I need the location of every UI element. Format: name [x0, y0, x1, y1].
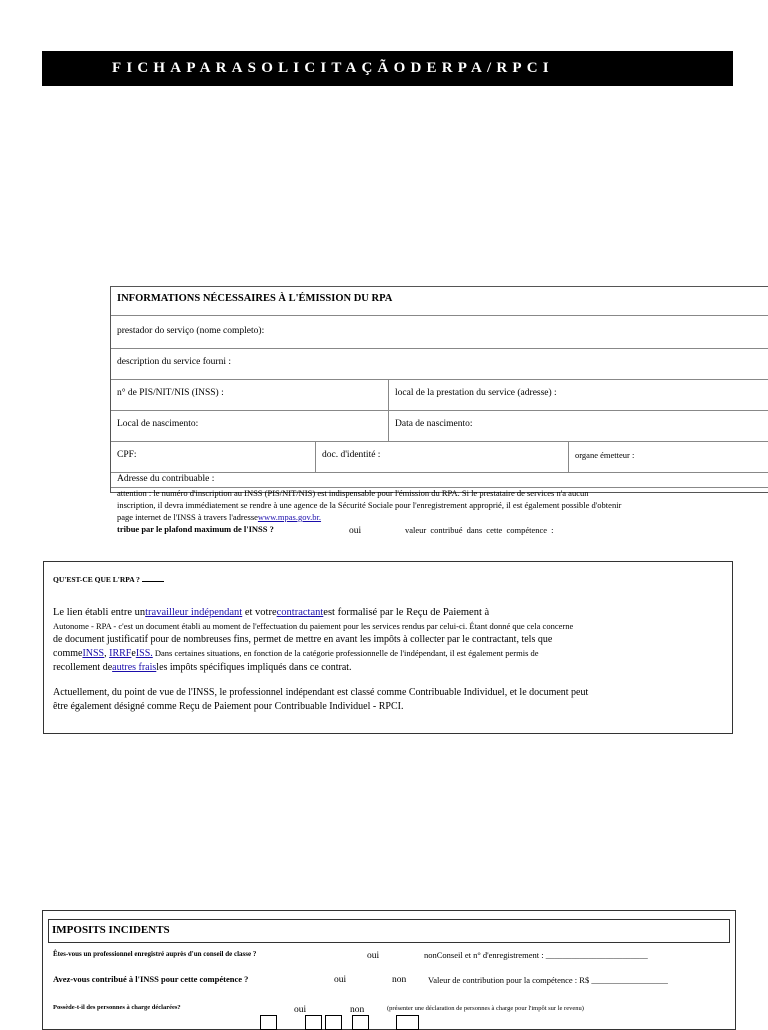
row-divider — [111, 379, 768, 380]
independent-worker-link[interactable]: travailleur indépendant — [145, 607, 243, 618]
row-divider — [111, 410, 768, 411]
q3-non-option[interactable]: non — [350, 1005, 365, 1015]
attention-note-line3 — [117, 512, 392, 522]
rpa-paragraph1-line1 — [53, 607, 489, 618]
cpf-field[interactable]: CPF: — [117, 450, 137, 460]
mpas-link[interactable]: www.mpas.gov.br. — [257, 512, 322, 522]
attention-note-line1: attention : le numéro d'inscription au INSS (PIS/NIT/NIS) est indispensable pour l'émission du RPA. Si le prestataire de services n'a aucun — [117, 488, 589, 498]
tribute-question: tribue par le plafond maximum de l'INSS ? — [117, 524, 274, 534]
text: les impôts spécifiques impliqués dans ce contrat. — [156, 662, 352, 673]
q2-label: Avez-vous contribué à l'INSS pour cette compétence ? — [53, 974, 249, 984]
col-divider — [315, 441, 316, 472]
checkbox[interactable] — [396, 1015, 419, 1030]
row-divider — [111, 472, 768, 473]
text: Dans certaines situations, en fonction de la catégorie professionnelle de l'indépendant, il est également permis de — [152, 648, 539, 658]
q2-oui-option[interactable]: oui — [334, 975, 347, 985]
irrf-link[interactable]: IRRF — [109, 648, 132, 659]
issuer-field[interactable]: organe émetteur : — [575, 450, 635, 460]
tribute-oui-option[interactable]: oui — [349, 526, 362, 536]
text: Le lien établi entre un — [53, 607, 146, 618]
rpa-paragraph1-line2: Autonome - RPA - c'est un document établi au moment de l'effectuation du paiement pour les services rendus par celui-ci. Étant donné que cela concerne — [53, 621, 574, 631]
contractor-link[interactable]: contractant — [276, 607, 324, 618]
row-divider — [111, 315, 768, 316]
checkbox[interactable] — [352, 1015, 369, 1030]
text: comme — [53, 648, 83, 659]
q1-label: Êtes-vous un professionnel enregistré auprès d'un conseil de classe ? — [53, 950, 257, 958]
row-divider — [111, 348, 768, 349]
q1-non-option[interactable]: nonConseil et n° d'enregistrement : ________________________ — [424, 950, 648, 960]
section-title: INFORMATIONS NÉCESSAIRES À L'ÉMISSION DU RPA — [117, 293, 393, 304]
text: et votre — [242, 607, 277, 618]
pis-field[interactable]: n° de PIS/NIT/NIS (INSS) : — [117, 388, 224, 398]
rpa-question-text: QU'EST-CE QUE L'RPA ? — [53, 575, 140, 584]
rpa-paragraph2-line2: être également désigné comme Reçu de Paiement pour Contribuable Individuel - RPCI. — [53, 701, 404, 712]
taxes-title: IMPOSITS INCIDENTS — [52, 924, 170, 936]
iss-link[interactable]: ISS. — [135, 648, 153, 659]
blank-line — [142, 581, 164, 582]
q1-oui-option[interactable]: oui — [367, 951, 380, 961]
rpa-paragraph1-line5 — [53, 662, 352, 673]
col-divider — [568, 441, 569, 472]
provider-name-field[interactable]: prestador do serviço (nome completo): — [117, 326, 265, 336]
other-fees-link[interactable]: autres frais — [112, 662, 157, 673]
q3-label: Possède-t-il des personnes à charge déclarées? — [53, 1004, 181, 1011]
attention-note-line2: inscription, il devra immédiatement se rendre à une agence de la Sécurité Sociale pour l'enregistrement approprié, il est également possible d'obtenir — [117, 500, 622, 510]
attention-note-text: page internet de l'INSS à travers l'adresse — [117, 512, 258, 522]
id-document-field[interactable]: doc. d'identité : — [322, 450, 381, 460]
q3-note: (présenter une déclaration de personnes à charge pour l'impôt sur le revenu) — [387, 1005, 584, 1012]
rpa-paragraph1-line3: de document justificatif pour de nombreuses fins, permet de mettre en avant les impôts à collecter par le contractant, tels que — [53, 634, 553, 645]
checkbox[interactable] — [325, 1015, 342, 1030]
q2-non-option[interactable]: non — [392, 975, 407, 985]
rpa-question — [53, 575, 164, 584]
form-title: FICHAPARASOLICITAÇÃODERPA/RPCI — [112, 60, 554, 76]
text: , — [104, 648, 110, 659]
q2-value-field[interactable]: Valeur de contribution pour la compétence : R$ __________________ — [428, 975, 668, 985]
service-description-field[interactable]: description du service fourni : — [117, 357, 231, 367]
col-divider — [388, 379, 389, 441]
birthplace-field[interactable]: Local de nascimento: — [117, 419, 199, 429]
inss-link[interactable]: INSS — [82, 648, 105, 659]
row-divider — [111, 441, 768, 442]
birthdate-field[interactable]: Data de nascimento: — [395, 419, 473, 429]
text: recollement de — [53, 662, 113, 673]
checkbox[interactable] — [305, 1015, 322, 1030]
service-location-field[interactable]: local de la prestation du service (adresse) : — [395, 388, 557, 398]
text: est formalisé par le Reçu de Paiement à — [323, 607, 490, 618]
text: e — [131, 648, 136, 659]
rpa-paragraph2-line1: Actuellement, du point de vue de l'INSS, le professionnel indépendant est classé comme Contribuable Individuel, et le document peut — [53, 687, 589, 698]
checkbox[interactable] — [260, 1015, 277, 1030]
address-field[interactable]: Adresse du contribuable : — [117, 474, 215, 484]
q3-oui-option[interactable]: oui — [294, 1005, 307, 1015]
tribute-value-label: valeur contribué dans cette compétence : — [405, 525, 554, 535]
rpa-paragraph1-line4 — [53, 648, 539, 659]
